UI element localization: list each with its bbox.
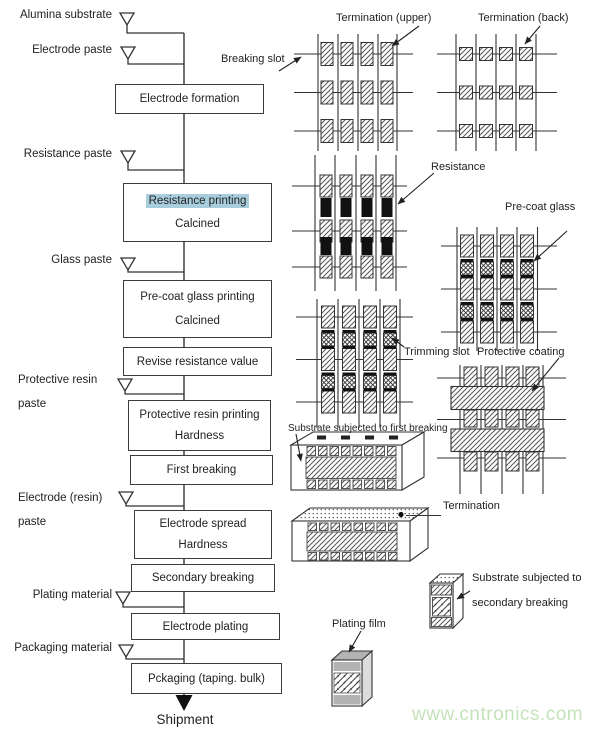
step-label: Electrode spread: [159, 518, 247, 531]
funnel-icon: [118, 379, 184, 394]
step-label: Electrode plating: [162, 620, 249, 633]
funnel-icon: [121, 151, 184, 170]
annotation-line: Substrate subjected to: [472, 572, 582, 584]
illustration-termination-upper-grid: [294, 34, 413, 151]
protective-coating-bar: [451, 387, 544, 410]
funnel-icon: [121, 47, 184, 64]
input-label-resistance-paste: Resistance paste: [23, 148, 112, 160]
annotation-termination-upper: Termination (upper): [336, 12, 432, 24]
watermark: www.cntronics.com: [412, 704, 584, 725]
flow-step-revise-resistance: [123, 347, 272, 376]
illustration-trimming-grid: [296, 299, 413, 428]
annotation-line: secondary breaking: [472, 597, 569, 609]
shipment-label: Shipment: [156, 712, 214, 727]
step-label: Hardness: [174, 430, 225, 442]
flow-step-electrode-spread: [134, 510, 272, 559]
step-label: Hardness: [178, 538, 228, 551]
funnel-icon: [120, 13, 184, 33]
step-label: Calcined: [175, 218, 220, 231]
annotation-substrate-first-breaking: Substrate subjected to first breaking: [288, 423, 448, 434]
illustration-termination-back-grid: [437, 34, 557, 151]
annotation-trimming-slot: Trimming slot: [404, 346, 470, 358]
input-label-electrode-paste: Electrode paste: [32, 44, 112, 56]
step-label: Electrode formation: [139, 93, 240, 105]
chip-column: [460, 48, 473, 138]
plating-film-arrow: [349, 631, 361, 652]
flow-step-secondary-breaking: [131, 564, 275, 592]
input-label-electrode-resin-paste: Electrode (resin) paste: [18, 492, 103, 528]
input-label-plating-material: Plating material: [32, 589, 112, 601]
illustration-protective-coating-grid: [437, 365, 566, 494]
flow-step-packaging: [131, 663, 282, 694]
illustration-first-breaking-bar: [291, 432, 424, 490]
shipment-arrow-icon: [176, 695, 193, 711]
annotation-resistance: Resistance: [431, 161, 486, 173]
flow-step-first-breaking: [130, 455, 273, 485]
input-label-alumina-substrate: Alumina substrate: [19, 9, 112, 21]
step-label: First breaking: [166, 464, 237, 476]
input-label-protective-resin-paste: Protective resin paste: [18, 374, 98, 410]
chip-column: [322, 306, 335, 413]
funnel-icon: [119, 645, 184, 659]
resistance-arrow: [398, 173, 434, 204]
annotation-termination: Termination: [443, 500, 500, 512]
chip-column: [464, 367, 477, 471]
flow-step-resistance-printing: [123, 183, 272, 242]
annotation-termination-back: Termination (back): [478, 12, 569, 24]
illustration-resistance-grid: [292, 155, 407, 291]
step-label: Protective resin printing: [139, 409, 260, 421]
funnel-icon: [116, 592, 184, 607]
termination-upper-arrow: [392, 26, 419, 46]
step-label: Secondary breaking: [151, 572, 255, 584]
step-label-highlighted: Resistance printing: [146, 194, 250, 208]
illustration-plating-chip: [332, 651, 372, 706]
annotation-substrate-secondary-breaking: [472, 566, 581, 616]
annotation-pre-coat-glass: Pre-coat glass: [505, 201, 576, 213]
flow-step-electrode-formation: [115, 84, 264, 114]
illustration-precoat-glass-grid: [441, 227, 557, 351]
funnel-icon: [121, 258, 184, 272]
illustration-secondary-breaking-chip: [430, 574, 463, 628]
flow-step-electrode-plating: [131, 613, 280, 640]
annotation-protective-coating: Protective coating: [477, 346, 565, 358]
annotation-breaking-slot: Breaking slot: [221, 53, 285, 65]
illustration-termination-bar: [292, 508, 441, 561]
chip-column: [321, 43, 333, 143]
flow-step-precoat-glass-printing: [123, 280, 272, 338]
step-label: Pre-coat glass printing: [140, 291, 255, 304]
input-label-glass-paste: Glass paste: [51, 254, 112, 266]
annotation-plating-film: Plating film: [332, 618, 386, 630]
step-label: Pckaging (taping. bulk): [148, 672, 265, 685]
chip-column: [320, 175, 332, 278]
protective-coating-bar: [451, 429, 544, 452]
chip-column: [461, 235, 474, 343]
input-label-packaging-material: Packaging material: [14, 642, 112, 654]
step-label: Revise resistance value: [136, 355, 259, 368]
termination-dot: [398, 512, 403, 517]
flow-step-protective-resin-printing: [128, 400, 271, 451]
funnel-icon: [119, 492, 184, 506]
step-label: Calcined: [175, 314, 220, 327]
termination-back-arrow: [525, 26, 540, 44]
